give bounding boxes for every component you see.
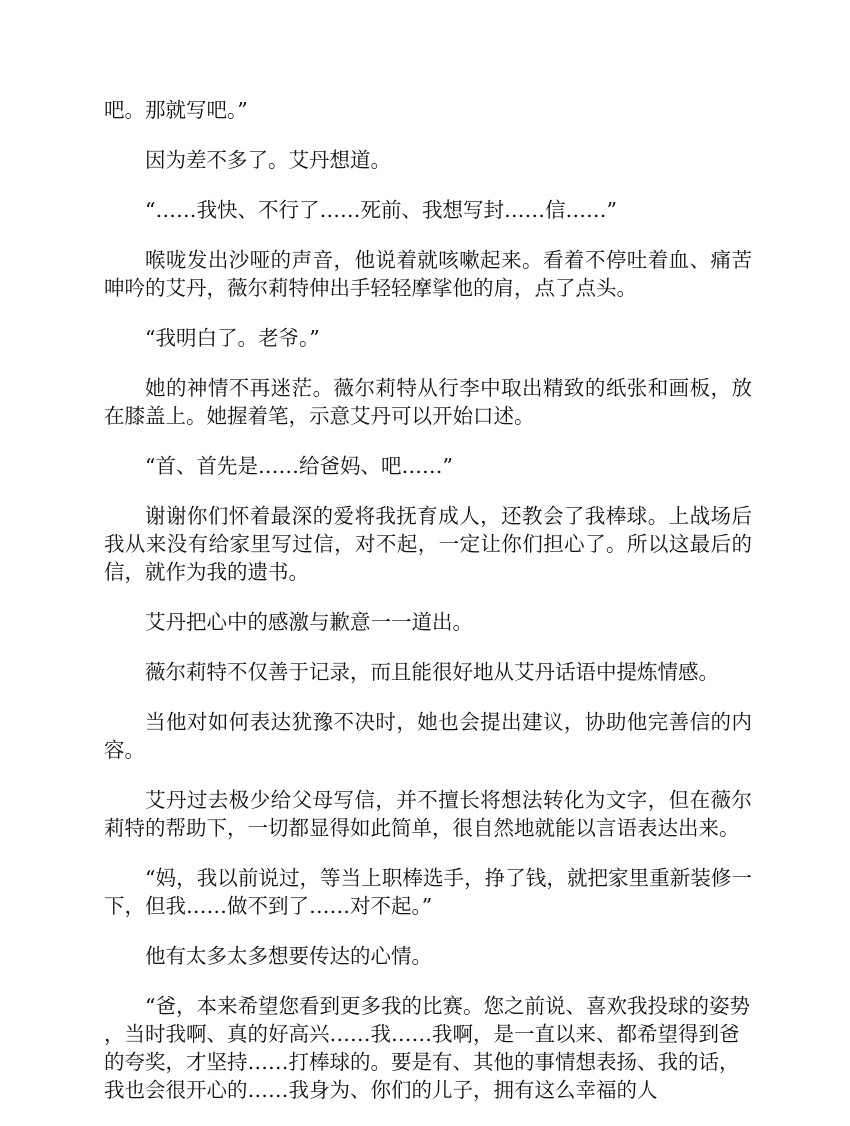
paragraph: 艾丹把心中的感激与歉意一一道出。 (145, 610, 473, 634)
paragraph: 他有太多太多想要传达的心情。 (145, 944, 432, 968)
paragraph: 喉咙发出沙哑的声音，他说着就咳嗽起来。看着不停吐着血、痛苦呻吟的艾丹，薇尔莉特伸出手轻轻摩挲他的肩，点了点头。 (104, 248, 752, 300)
paragraph: 吧。那就写吧。” (104, 98, 248, 122)
paragraph: “……我快、不行了……死前、我想写封……信……” (145, 198, 617, 222)
paragraph: 她的神情不再迷茫。薇尔莉特从行李中取出精致的纸张和画板，放在膝盖上。她握着笔，示意艾丹可以开始口述。 (104, 376, 752, 428)
paragraph: “首、首先是……给爸妈、吧……” (145, 454, 453, 478)
paragraph: 谢谢你们怀着最深的爱将我抚育成人，还教会了我棒球。上战场后我从来没有给家里写过信，对不起，一定让你们担心了。所以这最后的信，就作为我的遗书。 (104, 504, 752, 584)
paragraph: 当他对如何表达犹豫不决时，她也会提出建议，协助他完善信的内容。 (104, 710, 752, 762)
paragraph: 艾丹过去极少给父母写信，并不擅长将想法转化为文字，但在薇尔莉特的帮助下，一切都显得如此简单，很自然地就能以言语表达出来。 (104, 788, 752, 840)
paragraph: “爸，本来希望您看到更多我的比赛。您之前说、喜欢我投球的姿势，当时我啊、真的好高兴……我……我啊，是一直以来、都希望得到爸的夸奖，才坚持……打棒球的。要是有、其他的事情想表扬、我的话，我也会很开心的……我身为、你们的儿子，拥有这么幸福的人 (104, 994, 750, 1102)
paragraph: “妈，我以前说过，等当上职棒选手，挣了钱，就把家里重新装修一下，但我……做不到了……对不起。” (104, 866, 752, 918)
paragraph: “我明白了。老爷。” (145, 326, 320, 350)
paragraph: 薇尔莉特不仅善于记录，而且能很好地从艾丹话语中提炼情感。 (145, 660, 719, 684)
body-text (104, 96, 752, 1126)
paragraph: 因为差不多了。艾丹想道。 (145, 148, 391, 172)
